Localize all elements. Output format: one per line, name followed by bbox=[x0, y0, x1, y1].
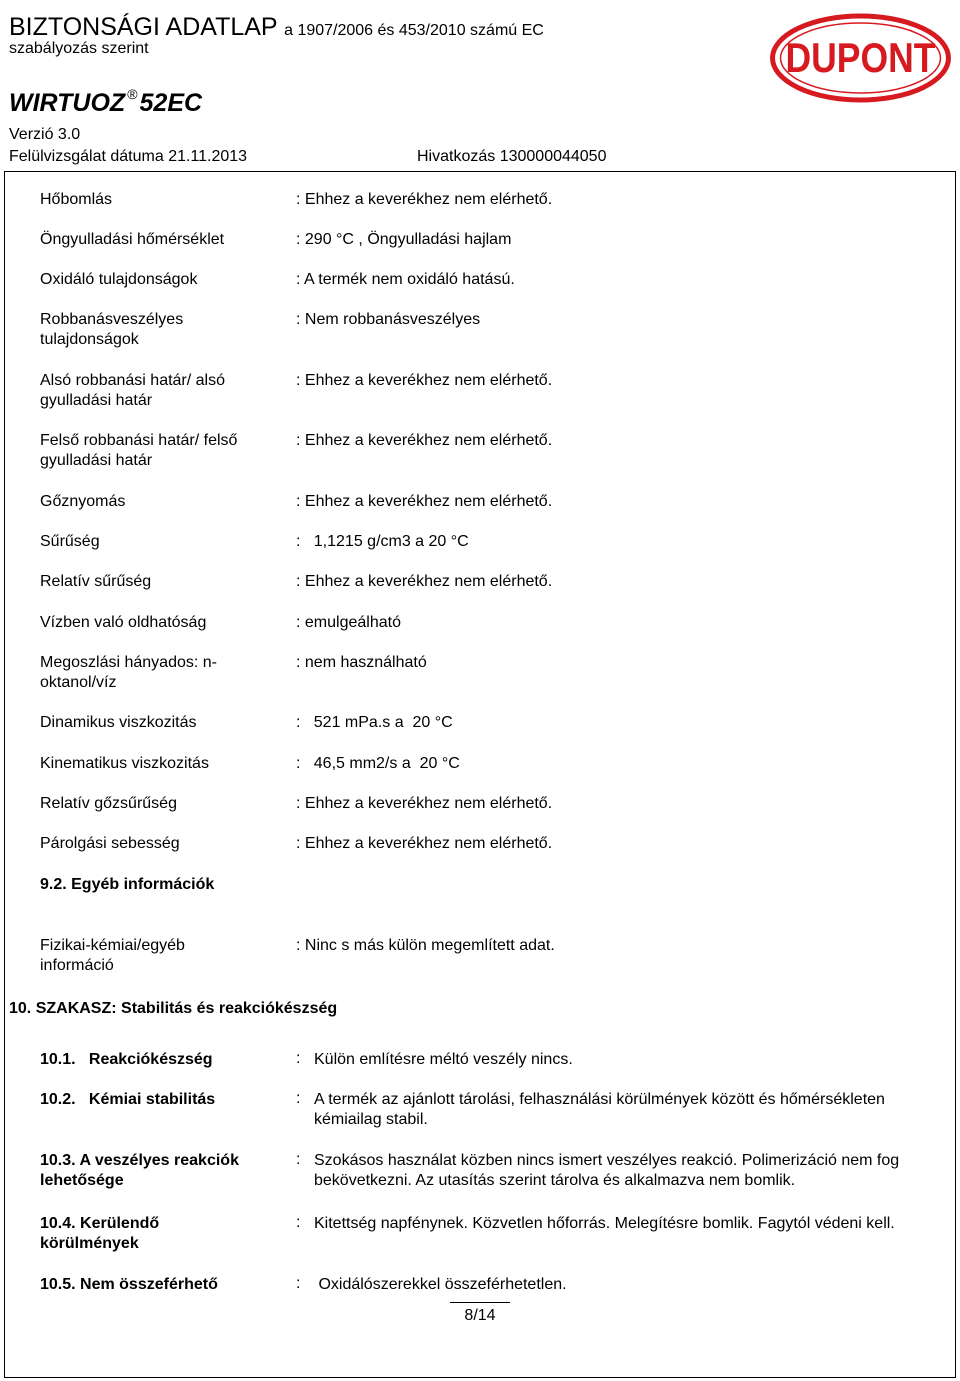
product-name-text: WIRTUOZ bbox=[9, 89, 126, 117]
version-text: Verzió 3.0 bbox=[9, 126, 81, 143]
subsection-value: Szokásos használat közben nincs ismert veszélyes reakció. Polimerizáció nem fog bekövetkezni. Az utasítás szerint tárolva és alkalmazva nem bomlik. bbox=[314, 1152, 900, 1189]
property-label: Hőbomlás bbox=[40, 191, 113, 208]
registered-mark: ® bbox=[127, 86, 138, 102]
content-frame bbox=[4, 171, 956, 1378]
page-number: 8/14 bbox=[464, 1307, 496, 1324]
section-10-heading: 10. SZAKASZ: Stabilitás és reakciókészség bbox=[9, 1000, 338, 1017]
product-name-suffix: 52EC bbox=[139, 89, 203, 117]
property-value: : emulgeálható bbox=[296, 614, 401, 631]
subsection-colon: : bbox=[296, 1275, 301, 1292]
property-label: Robbanásveszélyes tulajdonságok bbox=[40, 311, 184, 348]
property-value: : Ehhez a keverékhez nem elérhető. bbox=[296, 795, 553, 812]
document-subtitle: szabályozás szerint bbox=[9, 40, 149, 57]
property-value: : Ehhez a keverékhez nem elérhető. bbox=[296, 835, 553, 852]
property-label: Gőznyomás bbox=[40, 493, 126, 510]
other-info-heading: 9.2. Egyéb információk bbox=[40, 876, 215, 893]
other-info-value: : Ninc s más külön megemlített adat. bbox=[296, 937, 555, 954]
property-value: : Nem robbanásveszélyes bbox=[296, 311, 481, 328]
dupont-logo bbox=[768, 10, 953, 106]
property-value: : nem használható bbox=[296, 654, 427, 671]
property-value: : 290 °C , Öngyulladási hajlam bbox=[296, 231, 512, 248]
property-label: Oxidáló tulajdonságok bbox=[40, 271, 198, 288]
property-value: : Ehhez a keverékhez nem elérhető. bbox=[296, 573, 553, 590]
subsection-value: Oxidálószerekkel összeférhetetlen. bbox=[314, 1276, 567, 1293]
document-title-main: BIZTONSÁGI ADATLAP bbox=[9, 13, 278, 41]
property-label: Relatív sűrűség bbox=[40, 573, 152, 590]
property-value: : 46,5 mm2/s a 20 °C bbox=[296, 755, 460, 772]
subsection-label: 10.4. Kerülendő körülmények bbox=[40, 1215, 160, 1252]
property-label: Öngyulladási hőmérséklet bbox=[40, 231, 225, 248]
page-number-rule bbox=[450, 1302, 510, 1303]
property-label: Dinamikus viszkozitás bbox=[40, 714, 197, 731]
property-label: Alsó robbanási határ/ alsó gyulladási határ bbox=[40, 372, 225, 409]
property-value: : Ehhez a keverékhez nem elérhető. bbox=[296, 432, 553, 449]
property-value: : Ehhez a keverékhez nem elérhető. bbox=[296, 493, 553, 510]
subsection-value: Külön említésre méltó veszély nincs. bbox=[314, 1051, 573, 1068]
subsection-colon: : bbox=[296, 1050, 301, 1067]
revision-date: Felülvizsgálat dátuma 21.11.2013 bbox=[9, 148, 248, 165]
property-label: Relatív gőzsűrűség bbox=[40, 795, 177, 812]
subsection-colon: : bbox=[296, 1214, 301, 1231]
subsection-colon: : bbox=[296, 1090, 301, 1107]
property-label: Sűrűség bbox=[40, 533, 100, 550]
property-value: : 1,1215 g/cm3 a 20 °C bbox=[296, 533, 469, 550]
subsection-label: 10.1. Reakciókészség bbox=[40, 1051, 213, 1068]
subsection-label: 10.5. Nem összeférhető bbox=[40, 1276, 218, 1293]
subsection-label: 10.3. A veszélyes reakciók lehetősége bbox=[40, 1152, 239, 1189]
other-info-label: Fizikai-kémiai/egyéb információ bbox=[40, 937, 185, 974]
property-label: Párolgási sebesség bbox=[40, 835, 180, 852]
property-value: : Ehhez a keverékhez nem elérhető. bbox=[296, 191, 553, 208]
subsection-value: A termék az ajánlott tárolási, felhasználási körülmények között és hőmérsékleten kémiailag stabil. bbox=[314, 1091, 885, 1128]
property-value: : Ehhez a keverékhez nem elérhető. bbox=[296, 372, 553, 389]
document-title bbox=[9, 13, 544, 42]
document-title-regulation: a 1907/2006 és 453/2010 számú EC bbox=[284, 22, 544, 39]
subsection-colon: : bbox=[296, 1151, 301, 1168]
property-value: : 521 mPa.s a 20 °C bbox=[296, 714, 453, 731]
subsection-label: 10.2. Kémiai stabilitás bbox=[40, 1091, 216, 1108]
property-label: Vízben való oldhatóság bbox=[40, 614, 207, 631]
subsection-value: Kitettség napfénynek. Közvetlen hőforrás. Melegítésre bomlik. Fagytól védeni kell. bbox=[314, 1215, 895, 1232]
reference-number: Hivatkozás 130000044050 bbox=[417, 148, 607, 165]
property-value: : A termék nem oxidáló hatású. bbox=[296, 271, 515, 288]
property-label: Megoszlási hányados: n-oktanol/víz bbox=[40, 654, 217, 691]
product-name bbox=[9, 86, 202, 118]
logo-text: DUPONT bbox=[785, 34, 936, 81]
property-label: Kinematikus viszkozitás bbox=[40, 755, 209, 772]
property-label: Felső robbanási határ/ felső gyulladási határ bbox=[40, 432, 238, 469]
